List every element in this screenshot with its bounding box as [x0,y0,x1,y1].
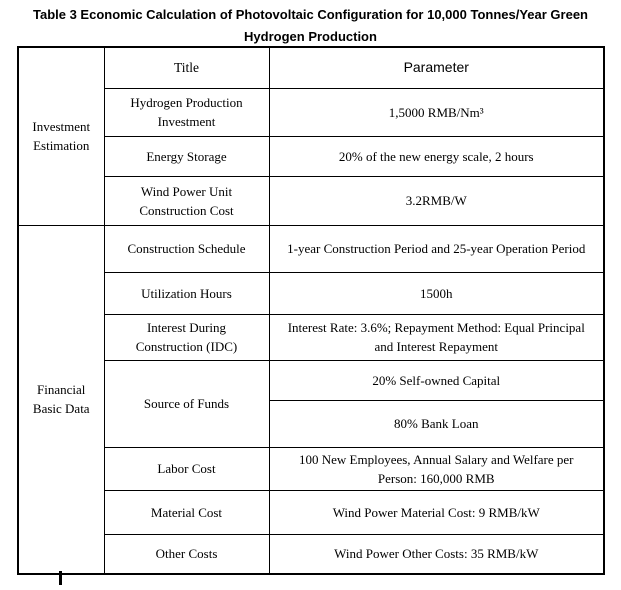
table-row-material-cost [18,490,604,534]
row-parameter-cell: 3.2RMB/W [269,176,604,225]
caption-line-1: Table 3 Economic Calculation of Photovoltaic Configuration for 10,000 Tonnes/Year Green [32,7,588,22]
row-parameter-cell: 20% Self-owned Capital [269,360,604,400]
row-title-cell: Material Cost [104,490,269,534]
table-row-utilization-hours [18,272,604,314]
table-row-wind-power-unit-construction-cost [18,176,604,225]
economic-calculation-table [17,46,605,575]
row-group-financial-basic-data: Financial Basic Data [18,225,104,574]
column-header-parameter: Parameter [269,47,604,88]
caption-line-2: Hydrogen Production [244,29,377,44]
row-parameter-cell: 1-year Construction Period and 25-year Operation Period [269,225,604,272]
text-cursor [59,571,62,585]
row-parameter-cell: 1500h [269,272,604,314]
row-title-cell: Labor Cost [104,447,269,490]
row-title-cell: Hydrogen Production Investment [104,88,269,136]
row-title-cell: Interest During Construction (IDC) [104,314,269,360]
table-row-other-costs [18,534,604,574]
row-title-cell: Wind Power Unit Construction Cost [104,176,269,225]
row-title-cell: Other Costs [104,534,269,574]
row-title-cell: Energy Storage [104,136,269,176]
table-row-interest-during-construction [18,314,604,360]
row-group-investment-estimation: Investment Estimation [18,47,104,225]
table-row-source-of-funds [18,360,604,400]
row-parameter-cell: 100 New Employees, Annual Salary and Welfare per Person: 160,000 RMB [269,447,604,490]
table-caption [0,4,621,48]
row-parameter-cell: 80% Bank Loan [269,400,604,447]
header-row [18,47,604,88]
row-parameter-cell: 20% of the new energy scale, 2 hours [269,136,604,176]
row-title-cell: Source of Funds [104,360,269,447]
column-header-title: Title [104,47,269,88]
table-row-labor-cost [18,447,604,490]
table-row-energy-storage [18,136,604,176]
row-parameter-cell: Wind Power Other Costs: 35 RMB/kW [269,534,604,574]
row-title-cell: Utilization Hours [104,272,269,314]
row-title-cell: Construction Schedule [104,225,269,272]
table-row-construction-schedule [18,225,604,272]
row-parameter-cell: Interest Rate: 3.6%; Repayment Method: Equal Principal and Interest Repayment [269,314,604,360]
row-parameter-cell: 1,5000 RMB/Nm³ [269,88,604,136]
row-parameter-cell: Wind Power Material Cost: 9 RMB/kW [269,490,604,534]
table-row-hydrogen-production-investment [18,88,604,136]
